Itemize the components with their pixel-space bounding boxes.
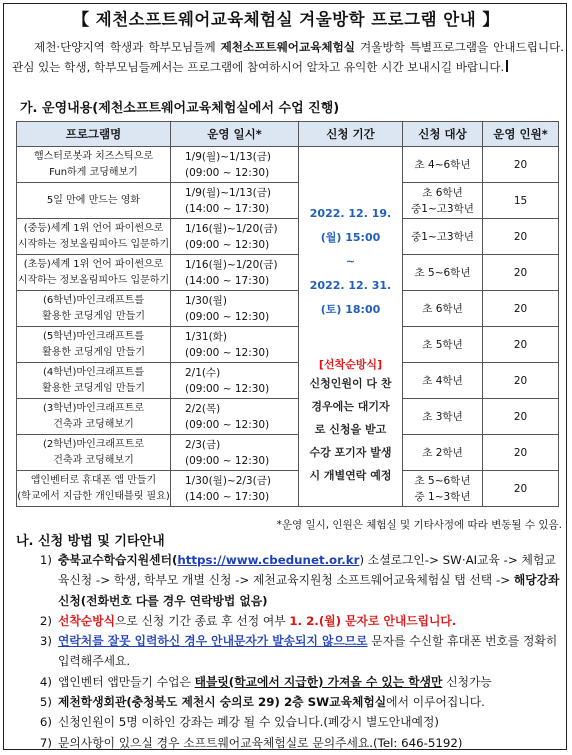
- target-cell: [403, 363, 483, 399]
- program-table: [16, 121, 559, 507]
- schedule-cell: [171, 183, 299, 219]
- capacity-cell: 15: [483, 183, 559, 219]
- capacity-cell: 20: [483, 363, 559, 399]
- item4-text-b: 태블릿(학교에서 지급한) 가져올 수 있는 학생만: [194, 674, 443, 689]
- program-name-cell: [17, 327, 171, 363]
- schedule-cell: [171, 219, 299, 255]
- schedule-time: (14:00 ~ 17:30): [185, 274, 270, 287]
- target-line1: 초 5~6학년: [414, 266, 471, 279]
- item-number: 4): [39, 674, 52, 689]
- list-item: [28, 712, 562, 732]
- item-number: 2): [39, 613, 52, 628]
- intro-text-1: 제천·단양지역 학생과 학부모님들께: [34, 40, 221, 54]
- program-name-line1: (3학년)마인크래프트로: [42, 402, 145, 414]
- target-line1: 중1~고3학년: [411, 230, 474, 243]
- program-name-line2: 활용한 코딩게임 만들기: [42, 310, 145, 322]
- table-row: [17, 327, 559, 363]
- table-row: [17, 291, 559, 327]
- program-name-line1: 5일 만에 만드는 영화: [46, 194, 141, 206]
- item3-text-b: 문자를 수신할 휴대폰 번호를 정확히 입력해주세요.: [58, 634, 558, 669]
- schedule-cell: [171, 255, 299, 291]
- table-row: [17, 363, 559, 399]
- item2-text-c: 1. 2.(월) 문자로 안내드립니다.: [289, 613, 457, 628]
- program-name-line2: 활용한 코딩게임 만들기: [42, 346, 145, 358]
- waitlist-note-line: 시 개별연락 예정: [309, 469, 392, 482]
- target-cell: [403, 291, 483, 327]
- item7-text: 문의사항이 있으실 경우 소프트웨어교육체험실로 문의주세요.(Tel: 646-5192): [58, 735, 463, 750]
- schedule-time: (09:00 ~ 12:30): [185, 346, 270, 359]
- program-name-line1: (4학년)마인크래프트를: [42, 366, 145, 378]
- target-line1: 초 3학년: [422, 410, 463, 423]
- schedule-date: 2/3(금): [185, 438, 221, 451]
- target-line1: 초 2학년: [422, 446, 463, 459]
- item-number: 7): [39, 735, 52, 750]
- application-period-cell: [299, 147, 403, 507]
- schedule-time: (09:00 ~ 12:30): [185, 454, 270, 467]
- header-program-name: 프로그램명: [17, 122, 171, 147]
- schedule-date: 1/9(월)~1/13(금): [185, 186, 271, 199]
- schedule-cell: [171, 363, 299, 399]
- intro-bold-name: 제천소프트웨어교육체험실: [220, 40, 355, 54]
- program-name-cell: [17, 399, 171, 435]
- page-title: 【 제천소프트웨어교육체험실 겨울방학 프로그램 안내 】: [72, 10, 500, 29]
- program-name-line2: 시작하는 정보올림피아드 입문하기: [17, 274, 170, 286]
- schedule-date: 1/9(월)~1/13(금): [185, 150, 271, 163]
- section-b-heading: 나. 신청 방법 및 기타안내: [16, 534, 165, 549]
- first-come-label: [선착순방식]: [318, 358, 383, 371]
- list-item: [28, 733, 562, 753]
- capacity-cell: 20: [483, 399, 559, 435]
- period-tilde: ~: [345, 255, 356, 268]
- capacity-cell: 20: [483, 147, 559, 183]
- application-period-dates: [299, 202, 402, 322]
- list-item: [28, 611, 562, 631]
- schedule-time: (09:00 ~ 12:30): [185, 166, 270, 179]
- schedule-time: (09:00 ~ 12:30): [185, 310, 270, 323]
- item2-text-a: 선착순방식: [58, 613, 115, 628]
- header-capacity: 운영 인원*: [483, 122, 559, 147]
- program-name-line1: (2학년)마인크래프트로: [42, 438, 145, 450]
- program-name-line2: Fun하게 코딩해보기: [49, 166, 138, 178]
- list-item: [28, 631, 562, 672]
- item4-text-a: 앱인벤터 앱만들기 수업은: [58, 674, 195, 689]
- table-row: [17, 255, 559, 291]
- schedule-time: (09:00 ~ 12:30): [185, 382, 270, 395]
- period-start-date: 2022. 12. 19.: [309, 207, 392, 220]
- capacity-cell: 20: [483, 219, 559, 255]
- target-cell: [403, 183, 483, 219]
- list-item: [28, 672, 562, 692]
- intro-text-2: 겨울방학 특별프로그램을 안내드립니다. 관심 있는 학생, 학부모님들께서는 프로그램에 참여하시어 알차고 유익한 시간 보내시길 바랍니다.: [12, 40, 564, 74]
- target-line1: 초 5학년: [422, 338, 463, 351]
- schedule-cell: [171, 327, 299, 363]
- header-schedule: 운영 일시*: [171, 122, 299, 147]
- schedule-date: 1/16(월)~1/20(금): [185, 258, 278, 271]
- program-name-line2: 활용한 코딩게임 만들기: [42, 382, 145, 394]
- item1-text-b: ) 소셜로그인-> SW·AI교육 -> 체험교육신청 -> 학생, 학부모 개별 신청 -> 제천교육지원청 소프트웨어교육체험실 탭 선택 ->: [58, 553, 556, 588]
- program-name-line1: 햄스터로봇과 치즈스틱으로: [33, 150, 154, 162]
- info-list: [28, 550, 562, 753]
- program-name-line2: 건축과 코딩해보기: [53, 454, 134, 466]
- schedule-date: 1/30(월)~2/3(금): [185, 474, 271, 487]
- capacity-cell: 20: [483, 327, 559, 363]
- program-name-line2: 시작하는 정보올림피아드 입문하기: [17, 238, 170, 250]
- schedule-cell: [171, 435, 299, 471]
- item-number: 3): [39, 634, 52, 649]
- item-number: 6): [39, 715, 52, 730]
- schedule-date: 1/31(화): [185, 330, 227, 343]
- list-item: [28, 692, 562, 712]
- target-cell: [403, 147, 483, 183]
- program-name-cell: [17, 219, 171, 255]
- schedule-time: (14:00 ~ 17:30): [185, 490, 270, 503]
- program-name-cell: [17, 183, 171, 219]
- waitlist-note: [299, 372, 402, 487]
- schedule-date: 2/1(수): [185, 366, 221, 379]
- section-a-heading: 가. 운영내용(제천소프트웨어교육체험실에서 수업 진행): [20, 101, 340, 116]
- table-footnote: *운영 일시, 인원은 체험실 및 기타사정에 따라 변동될 수 있음.: [276, 519, 562, 531]
- capacity-cell: 20: [483, 471, 559, 507]
- schedule-cell: [171, 399, 299, 435]
- schedule-date: 1/30(월): [185, 294, 227, 307]
- program-name-line2: 건축과 코딩해보기: [53, 418, 134, 430]
- program-name-line2: (학교에서 지급한 개인태블릿 필요): [17, 490, 170, 502]
- item6-text: 신청인원이 5명 이하인 강좌는 폐강 될 수 있습니다.(폐강시 별도안내예정): [58, 715, 439, 730]
- program-name-line1: (6학년)마인크래프트를: [42, 294, 145, 306]
- target-line2: 중 1~3학년: [414, 490, 471, 503]
- target-line1: 초 4학년: [422, 374, 463, 387]
- target-cell: [403, 327, 483, 363]
- capacity-cell: 20: [483, 291, 559, 327]
- target-cell: [403, 471, 483, 507]
- table-row: [17, 147, 559, 183]
- table-row: [17, 435, 559, 471]
- table-row: [17, 471, 559, 507]
- schedule-time: (14:00 ~ 17:30): [185, 202, 270, 215]
- target-line1: 초 5~6학년: [414, 474, 471, 487]
- waitlist-note-line: 경우에는 대기자: [311, 400, 390, 413]
- period-end-time: (토) 18:00: [320, 303, 381, 316]
- schedule-time: (09:00 ~ 12:30): [185, 418, 270, 431]
- item1-text-a: 충북교수학습지원센터(: [58, 553, 178, 567]
- schedule-time: (09:00 ~ 12:30): [185, 238, 270, 251]
- table-row: [17, 399, 559, 435]
- item4-text-c: 신청가능: [442, 674, 492, 689]
- target-line2: 중1~고3학년: [411, 202, 474, 215]
- program-name-line1: (5학년)마인크래프트를: [42, 330, 145, 342]
- target-line1: 초 4~6학년: [414, 158, 471, 171]
- target-line1: 초 6학년: [422, 302, 463, 315]
- program-name-cell: [17, 255, 171, 291]
- item3-text-a: 연락처를 잘못 입력하신 경우 안내문자가 발송되지 않으므로: [58, 634, 368, 649]
- header-period: 신청 기간: [299, 122, 403, 147]
- list-item: [28, 550, 562, 611]
- target-cell: [403, 435, 483, 471]
- program-name-cell: [17, 363, 171, 399]
- target-cell: [403, 219, 483, 255]
- schedule-date: 2/2(목): [185, 402, 221, 415]
- target-cell: [403, 255, 483, 291]
- program-name-cell: [17, 147, 171, 183]
- header-target: 신청 대상: [403, 122, 483, 147]
- period-start-time: (월) 15:00: [320, 231, 381, 244]
- text-cursor: [506, 60, 508, 72]
- schedule-cell: [171, 471, 299, 507]
- schedule-cell: [171, 147, 299, 183]
- cbedunet-link[interactable]: https://www.cbedunet.or.kr: [177, 553, 360, 567]
- item1-text-c: 해당강좌 신청(전화번호 다를 경우 연락방법 없음): [58, 573, 560, 608]
- program-name-line1: (초등)세계 1위 언어 파이썬으로: [23, 258, 164, 270]
- capacity-cell: 20: [483, 255, 559, 291]
- period-end-date: 2022. 12. 31.: [309, 279, 392, 292]
- item-number: 1): [39, 553, 52, 567]
- waitlist-note-line: 로 신청을 받고: [314, 423, 387, 436]
- program-name-cell: [17, 471, 171, 507]
- program-name-cell: [17, 291, 171, 327]
- target-line1: 초 6학년: [422, 186, 463, 199]
- waitlist-note-line: 신청인원이 다 찬: [309, 377, 392, 390]
- table-row: [17, 219, 559, 255]
- table-row: [17, 183, 559, 219]
- waitlist-note-line: 수강 포기자 발생: [309, 446, 392, 459]
- item2-text-b: 으로 신청 기간 종료 후 선정 여부: [114, 613, 290, 628]
- item5-text-a: 제천학생회관(충청북도 제천시 숭의로 29) 2층 SW교육체험실: [58, 695, 387, 710]
- program-name-cell: [17, 435, 171, 471]
- intro-paragraph: [12, 38, 564, 77]
- schedule-date: 1/16(월)~1/20(금): [185, 222, 278, 235]
- program-name-line1: 앱인벤터로 휴대폰 앱 만들기: [30, 474, 157, 486]
- schedule-cell: [171, 291, 299, 327]
- item5-text-b: 에서 이루어집니다.: [386, 695, 485, 710]
- target-cell: [403, 399, 483, 435]
- program-name-line1: (중등)세계 1위 언어 파이썬으로: [23, 222, 164, 234]
- capacity-cell: 20: [483, 435, 559, 471]
- item-number: 5): [39, 695, 52, 710]
